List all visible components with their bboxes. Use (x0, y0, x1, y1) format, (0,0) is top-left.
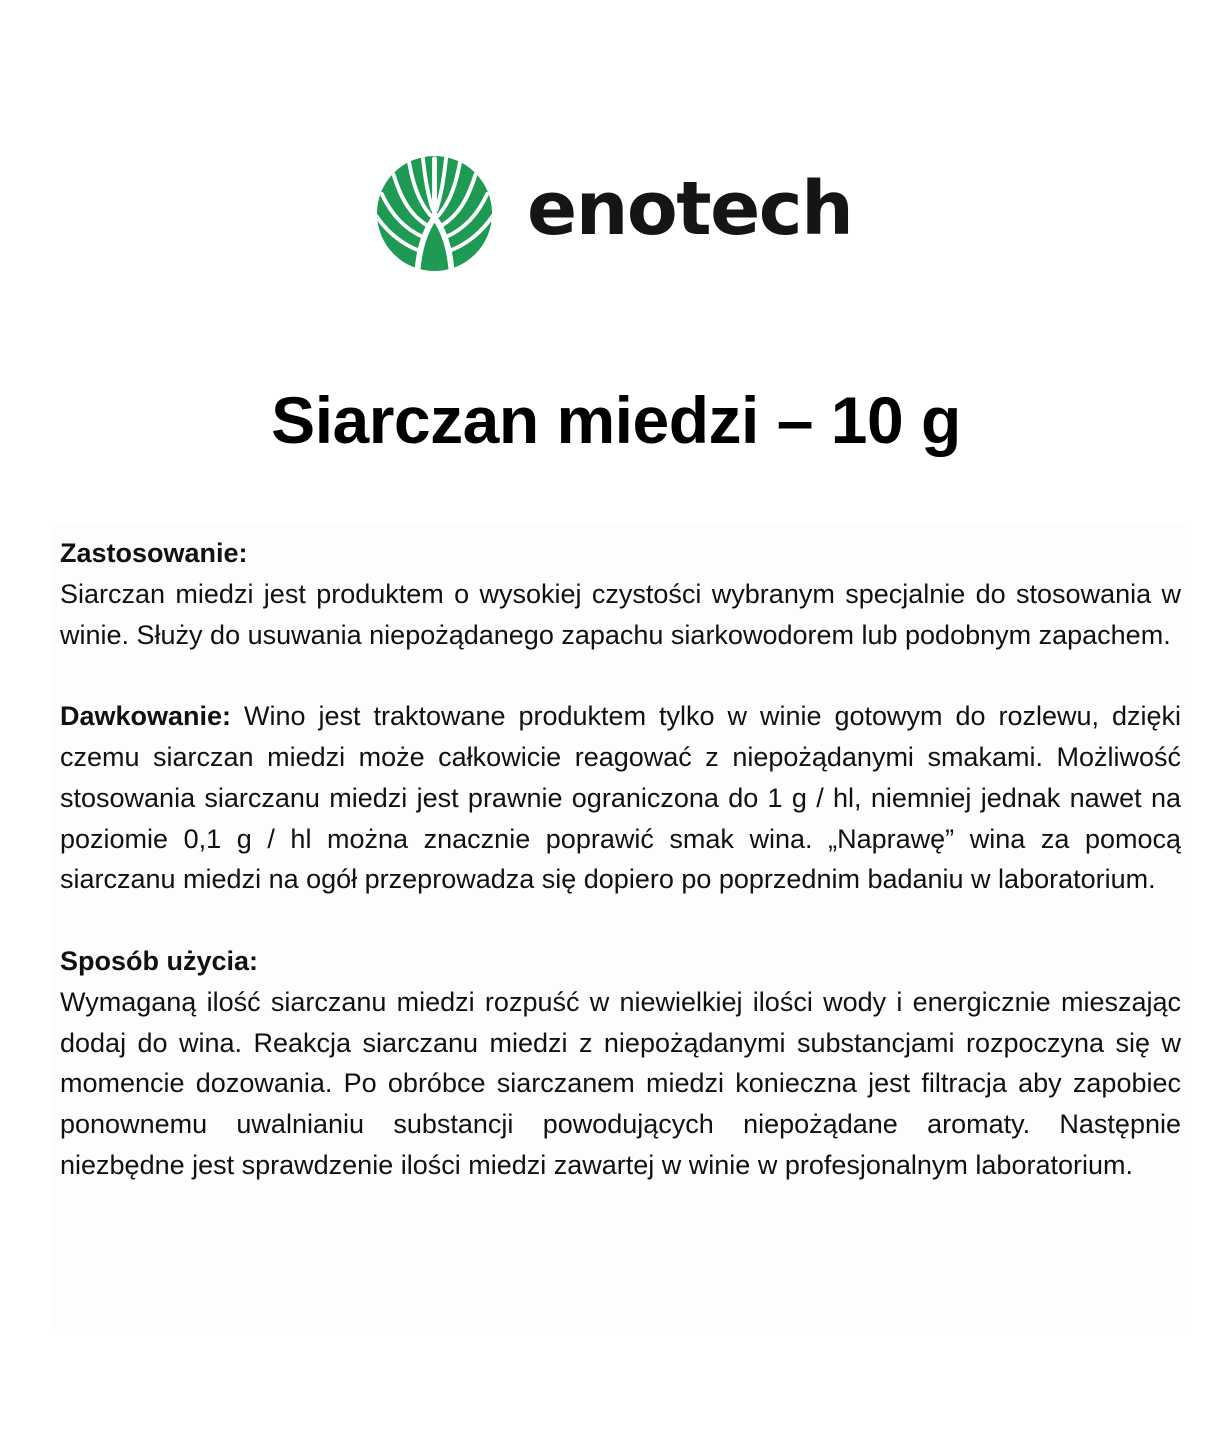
usage-heading: Zastosowanie: (60, 538, 248, 568)
method-body: Wymaganą ilość siarczanu miedzi rozpuść w niewielkiej ilości wody i energicznie mieszając dodaj do wina. Reakcja siarczanu miedzi z niepożądanymi substancjami rozpoczyna się w momencie dozowania. Po obróbce siarczanem miedzi konieczna jest filtracja aby zapobiec ponownemu uwalnianiu substancji powodujących niepożądane aromaty. Następnie niezbędne jest sprawdzenie ilości miedzi zawartej w winie w profesjonalnym laboratorium. (60, 986, 1181, 1180)
dosage-heading: Dawkowanie: (60, 701, 232, 732)
description-box (52, 525, 1190, 1330)
dosage-body: Wino jest traktowane produktem tylko w winie gotowym do rozlewu, dzięki czemu siarczan miedzi może całkowicie reagować z niepożądanymi smakami. Możliwość stosowania siarczanu miedzi jest prawnie ograniczona do 1 g / hl, niemniej jednak nawet na poziomie 0,1 g / hl można znacznie poprawić smak wina. „Naprawę” wina za pomocą siarczanu miedzi na ogół przeprowadza się dopiero po poprzednim badaniu w laboratorium. (60, 701, 1181, 895)
brand-logo (376, 153, 866, 273)
tree-leaf-icon (376, 155, 493, 272)
product-title: Siarczan miedzi – 10 g (271, 383, 961, 457)
dosage-paragraph (60, 696, 1181, 900)
brand-name: enotech (527, 166, 853, 252)
method-heading: Sposób użycia: (60, 945, 259, 976)
usage-body: Siarczan miedzi jest produktem o wysokiej czystości wybranym specjalnie do stosowania w winie. Służy do usuwania niepożądanego zapachu siarkowodorem lub podobnym zapachem. (60, 578, 1181, 650)
description-text (60, 533, 1181, 1227)
